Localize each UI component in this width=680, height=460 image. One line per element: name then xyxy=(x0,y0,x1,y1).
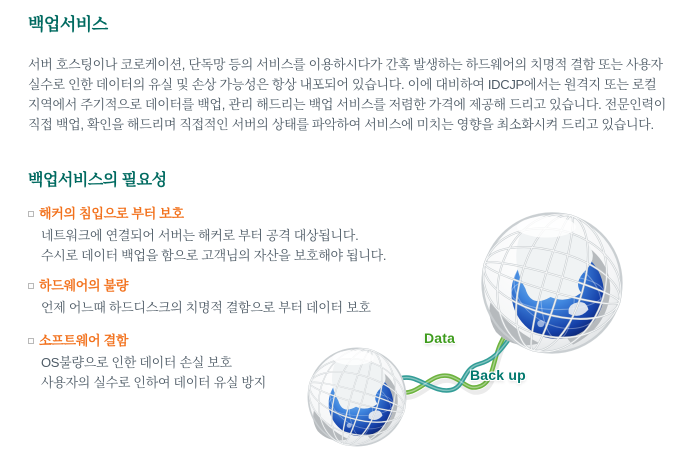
section-line: 수시로 데이터 백업을 함으로 고객님의 자산을 보호해야 됩니다. xyxy=(41,248,387,263)
section-line: 사용자의 실수로 인하여 데이터 유실 방지 xyxy=(41,375,266,390)
intro-line: 실수로 인한 데이터의 유실 및 손상 가능성은 항상 내포되어 있습니다. 이에 대비하여 IDCJP에서는 원격지 또는 로컬 xyxy=(28,77,657,92)
necessity-title: 백업서비스의 필요성 xyxy=(28,172,167,189)
section-heading-row xyxy=(28,331,266,351)
section-line: OS불량으로 인한 데이터 손실 보호 xyxy=(41,355,232,370)
square-bullet-icon xyxy=(28,338,34,344)
intro-line: 지역에서 주기적으로 데이터를 백업, 관리 해드리는 백업 서비스를 저렴한 가격에 제공해 드리고 있습니다. 전문인력이 xyxy=(28,97,667,112)
section-heading: 소프트웨어 결함 xyxy=(39,333,129,348)
intro-line: 직접 백업, 확인을 해드리며 직접적인 서버의 상태를 파악하여 서비스에 미치는 영향을 최소화시켜 드리고 있습니다. xyxy=(28,117,654,132)
square-bullet-icon xyxy=(28,211,34,217)
section-line: 네트워크에 연결되어 서버는 해커로 부터 공격 대상됩니다. xyxy=(41,228,359,243)
section-heading: 해커의 침입으로 부터 보호 xyxy=(39,206,184,221)
section-line: 언제 어느때 하드디스크의 치명적 결함으로 부터 데이터 보호 xyxy=(41,300,371,315)
intro-line: 서버 호스팅이나 코로케이션, 단독망 등의 서비스를 이용하시다가 간혹 발생하는 하드웨어의 치명적 결함 또는 사용자 xyxy=(28,57,663,72)
source-globe-small xyxy=(296,336,417,456)
backup-globe-large xyxy=(465,198,638,370)
section-heading: 하드웨어의 불량 xyxy=(39,278,129,293)
backup-label: Back up xyxy=(470,367,526,383)
section-body xyxy=(28,353,266,393)
section-software-defect xyxy=(28,331,266,393)
square-bullet-icon xyxy=(28,283,34,289)
intro-paragraph xyxy=(28,55,666,135)
page-title: 백업서비스 xyxy=(28,15,108,34)
data-label: Data xyxy=(424,330,456,346)
globes-illustration xyxy=(295,198,665,456)
